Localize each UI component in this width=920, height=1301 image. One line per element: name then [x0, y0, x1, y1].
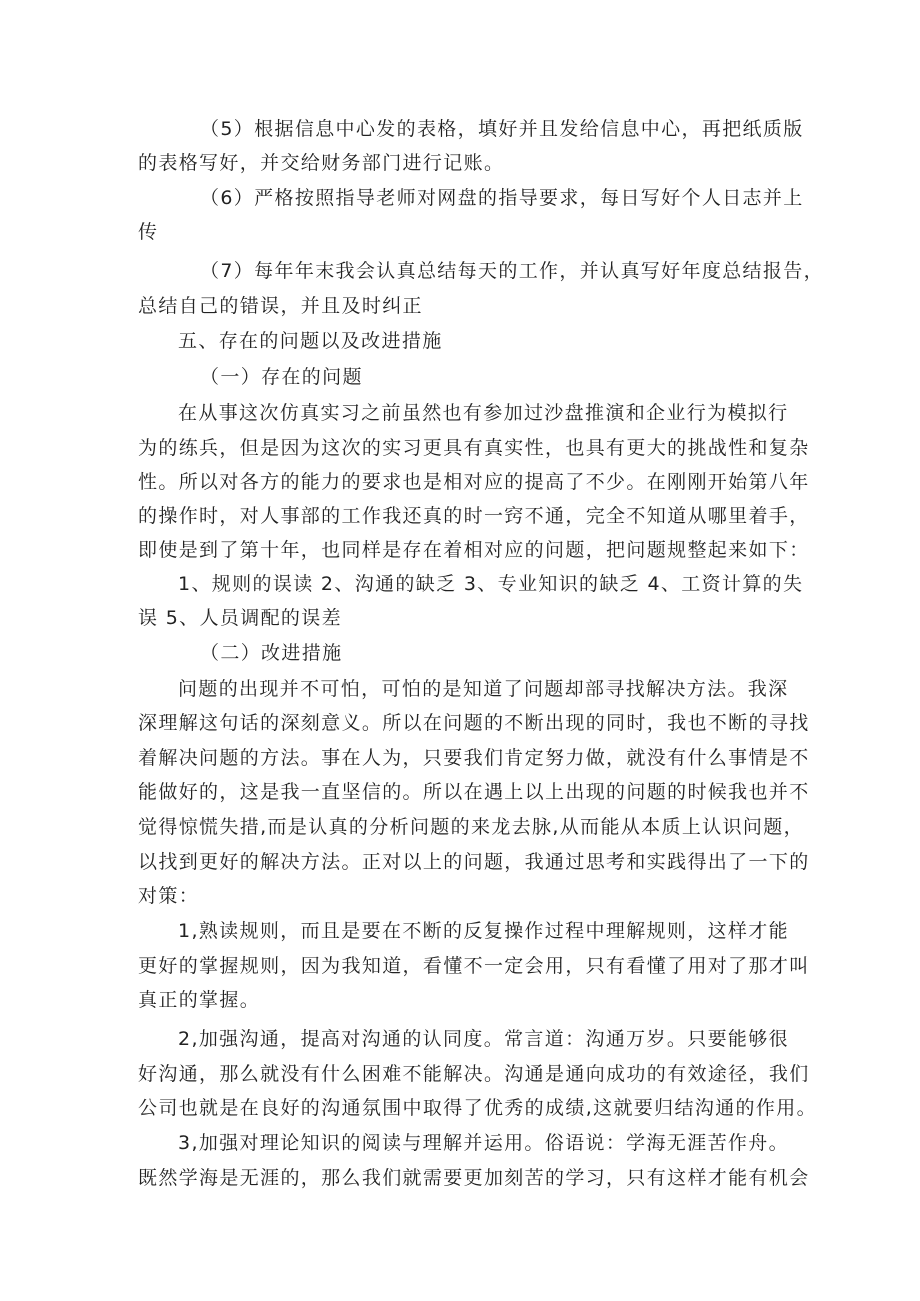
text-line: 既然学海是无涯的，那么我们就需要更加刻苦的学习，只有这样才能有机会 — [138, 1167, 810, 1189]
text-line: 以找到更好的解决方法。正对以上的问题，我通过思考和实践得出了一下的 — [138, 851, 810, 873]
text-line: 性。所以对各方的能力的要求也是相对应的提高了不少。在刚刚开始第八年 — [138, 471, 810, 493]
text-line: 的操作时，对人事部的工作我还真的时一窍不通，完全不知道从哪里着手， — [138, 505, 810, 527]
text-line: 3,加强对理论知识的阅读与理解并运用。俗语说：学海无涯苦作舟。 — [178, 1132, 789, 1154]
text-line: 能做好的，这是我一直坚信的。所以在遇上以上出现的问题的时候我也并不 — [138, 781, 810, 803]
text-line: 更好的掌握规则，因为我知道，看懂不一定会用，只有看懂了用对了那才叫 — [138, 955, 810, 977]
text-line: 1,熟读规则，而且是要在不断的反复操作过程中理解规则，这样才能 — [178, 920, 789, 942]
text-line: 好沟通，那么就没有什么困难不能解决。沟通是通向成功的有效途径，我们 — [138, 1063, 810, 1085]
text-line: 即使是到了第十年，也同样是存在着相对应的问题，把问题规整起来如下： — [138, 539, 810, 561]
text-line: 公司也就是在良好的沟通氛围中取得了优秀的成绩,这就要归结沟通的作用。 — [138, 1097, 817, 1119]
text-line: 深理解这句话的深刻意义。所以在问题的不断出现的同时，我也不断的寻找 — [138, 712, 810, 734]
section-heading: 五、存在的问题以及改进措施 — [178, 330, 443, 352]
text-line: 真正的掌握。 — [138, 989, 261, 1011]
text-line: （5）根据信息中心发的表格，填好并且发给信息中心，再把纸质版 — [200, 118, 804, 140]
text-line: 2,加强沟通，提高对沟通的认同度。常言道：沟通万岁。只要能够很 — [178, 1028, 789, 1050]
text-line: （7）每年年末我会认真总结每天的工作，并认真写好年度总结报告， — [200, 260, 824, 282]
text-line: 传 — [138, 221, 159, 243]
text-line: 觉得惊慌失措,而是认真的分析问题的来龙去脉,从而能从本质上认识问题， — [138, 816, 804, 838]
subsection-heading: （一）存在的问题 — [200, 366, 363, 388]
text-line: 着解决问题的方法。事在人为，只要我们肯定努力做，就没有什么事情是不 — [138, 747, 810, 769]
text-line: 的表格写好，并交给财务部门进行记账。 — [138, 152, 505, 174]
text-line: （6）严格按照指导老师对网盘的指导要求，每日写好个人日志并上 — [200, 187, 804, 209]
text-line: 误 5、人员调配的误差 — [138, 607, 342, 629]
text-line: 在从事这次仿真实习之前虽然也有参加过沙盘推演和企业行为模拟行 — [178, 402, 789, 424]
text-line: 总结自己的错误，并且及时纠正 — [138, 295, 423, 317]
text-line: 1、规则的误读 2、沟通的缺乏 3、专业知识的缺乏 4、工资计算的失 — [178, 573, 804, 595]
text-line: 问题的出现并不可怕，可怕的是知道了问题却部寻找解决方法。我深 — [178, 678, 789, 700]
subsection-heading: （二）改进措施 — [200, 642, 343, 664]
text-line: 对策： — [138, 885, 200, 907]
text-line: 为的练兵，但是因为这次的实习更具有真实性，也具有更大的挑战性和复杂 — [138, 437, 810, 459]
